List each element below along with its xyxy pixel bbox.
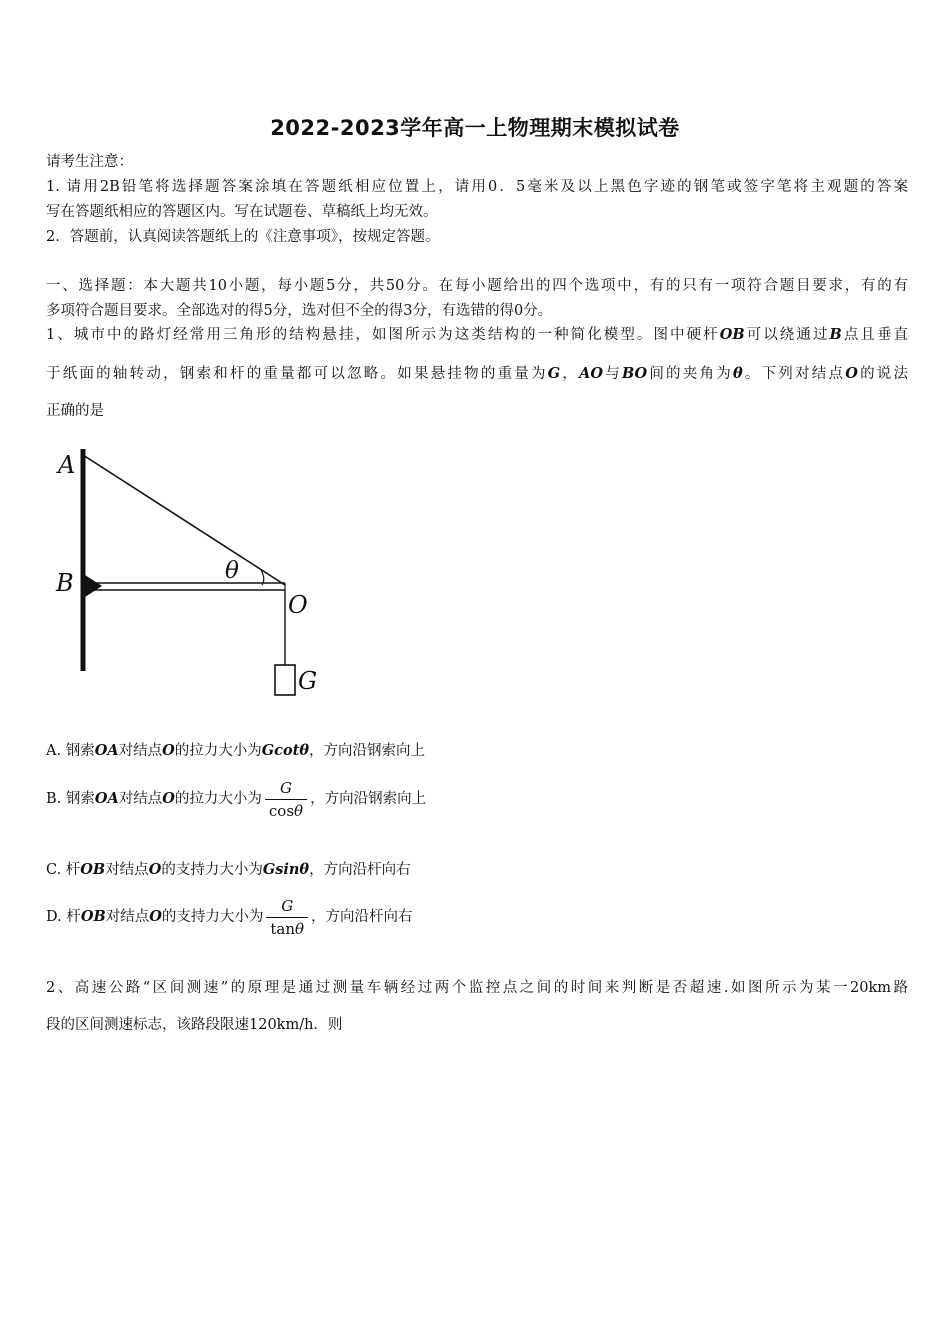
section-1-intro-line-1: 一、选择题：本大题共10小题，每小题5分，共50分。在每小题给出的四个选项中，有的只有一项符合题目要求，有的有 bbox=[46, 278, 908, 294]
q1-text: 1、城市中的路灯经常用三角形的结构悬挂，如图所示为这类结构的一种简化模型。图中硬杆 bbox=[46, 327, 720, 343]
q1-text: 可以绕通过 bbox=[744, 327, 830, 343]
question-1-line-3: 正确的是 bbox=[46, 403, 104, 419]
option-c-expression: Gsinθ bbox=[262, 861, 310, 878]
option-b-var-1: OA bbox=[94, 790, 119, 807]
q1-text: 间的夹角为 bbox=[647, 366, 733, 382]
option-d-text: 的支持力大小为 bbox=[161, 909, 264, 925]
denominator-variable: θ bbox=[294, 801, 304, 820]
option-a-text: 的拉力大小为 bbox=[174, 743, 262, 759]
option-c-text: 的支持力大小为 bbox=[161, 862, 263, 878]
q1-text: 点且垂直 bbox=[841, 327, 909, 343]
q1-text: 于纸面的轴转动，钢索和杆的重量都可以忽略。如果悬挂物的重量为 bbox=[46, 366, 548, 382]
notice-heading: 请考生注意： bbox=[46, 154, 133, 170]
option-d-fraction bbox=[266, 895, 308, 940]
label-g: G bbox=[298, 667, 318, 695]
denominator-variable: θ bbox=[295, 919, 305, 938]
question-1-line-1 bbox=[46, 325, 908, 345]
hinge-b bbox=[85, 575, 102, 597]
question-2-line-1: 2、高速公路“区间测速”的原理是通过测量车辆经过两个监控点之间的时间来判断是否超速.如图所示为某一20km路 bbox=[46, 980, 908, 996]
option-d-var-1: OB bbox=[80, 908, 106, 925]
label-b: B bbox=[56, 569, 74, 597]
option-a-suffix: ，方向沿钢索向上 bbox=[309, 743, 425, 759]
option-a-var-1: OA bbox=[94, 742, 119, 759]
notice-item-2: 2．答题前，认真阅读答题纸上的《注意事项》，按规定答题。 bbox=[46, 229, 440, 245]
fraction-numerator: G bbox=[266, 895, 308, 918]
q1-var-ob: OB bbox=[719, 326, 745, 343]
option-b-var-2: O bbox=[162, 790, 175, 807]
option-b-prefix: B. 钢索 bbox=[46, 791, 95, 807]
option-a-prefix: A. 钢索 bbox=[46, 743, 95, 759]
option-b-suffix: ，方向沿钢索向上 bbox=[310, 791, 427, 807]
q1-var-bo: BO bbox=[621, 365, 648, 382]
option-a-var-2: O bbox=[162, 742, 175, 759]
option-c-suffix: ，方向沿杆向右 bbox=[309, 862, 411, 878]
option-d-suffix: ，方向沿杆向右 bbox=[311, 909, 413, 925]
option-d-prefix: D. 杆 bbox=[46, 909, 81, 925]
option-c-text: 对结点 bbox=[105, 862, 149, 878]
option-a-text: 对结点 bbox=[118, 743, 163, 759]
cable-ao bbox=[83, 455, 285, 585]
fraction-numerator: G bbox=[265, 777, 307, 800]
option-d-var-2: O bbox=[149, 908, 162, 925]
q1-text: 与 bbox=[602, 366, 622, 382]
notice-item-1-line-2: 写在答题纸相应的答题区内。写在试题卷、草稿纸上均无效。 bbox=[46, 204, 438, 220]
option-b-text: 对结点 bbox=[118, 791, 163, 807]
notice-item-1-line-1: 1. 请用2B铅笔将选择题答案涂填在答题纸相应位置上，请用0．5毫米及以上黑色字迹的钢笔或签字笔将主观题的答案 bbox=[46, 179, 908, 195]
option-b-fraction bbox=[265, 777, 307, 822]
q1-text: 。下列对结点 bbox=[742, 366, 846, 382]
q1-var-ao: AO bbox=[579, 365, 603, 382]
option-d[interactable] bbox=[46, 894, 908, 940]
option-c[interactable] bbox=[46, 860, 908, 880]
question-2-line-2: 段的区间测速标志，该路段限速120km/h．则 bbox=[46, 1017, 343, 1033]
option-b[interactable] bbox=[46, 776, 908, 822]
option-c-var-1: OB bbox=[80, 861, 106, 878]
q1-var-b: B bbox=[829, 326, 842, 343]
page-title: 2022-2023学年高一上物理期末模拟试卷 bbox=[270, 116, 680, 140]
label-a: A bbox=[58, 451, 76, 479]
option-d-text: 对结点 bbox=[105, 909, 150, 925]
option-c-var-2: O bbox=[148, 861, 162, 878]
denominator-function: cos bbox=[268, 801, 295, 820]
option-b-text: 的拉力大小为 bbox=[174, 791, 262, 807]
q1-structure-diagram bbox=[52, 445, 342, 710]
option-a[interactable] bbox=[46, 741, 908, 761]
question-1-line-2 bbox=[46, 364, 908, 384]
q1-text: ， bbox=[560, 366, 580, 382]
option-a-expression: Gcotθ bbox=[261, 742, 309, 759]
weight-g bbox=[275, 665, 295, 695]
q1-var-theta: θ bbox=[732, 365, 743, 382]
option-c-prefix: C. 杆 bbox=[46, 862, 81, 878]
section-1-intro-line-2: 多项符合题目要求。全部选对的得5分，选对但不全的得3分，有选错的得0分。 bbox=[46, 303, 553, 319]
q1-var-o: O bbox=[845, 365, 858, 382]
denominator-function: tan bbox=[270, 919, 295, 938]
q1-var-g: G bbox=[547, 365, 561, 382]
label-theta: θ bbox=[225, 558, 239, 584]
q1-text: 的说法 bbox=[857, 366, 909, 382]
label-o: O bbox=[288, 591, 308, 619]
fraction-denominator bbox=[266, 918, 308, 940]
fraction-denominator bbox=[265, 800, 307, 822]
